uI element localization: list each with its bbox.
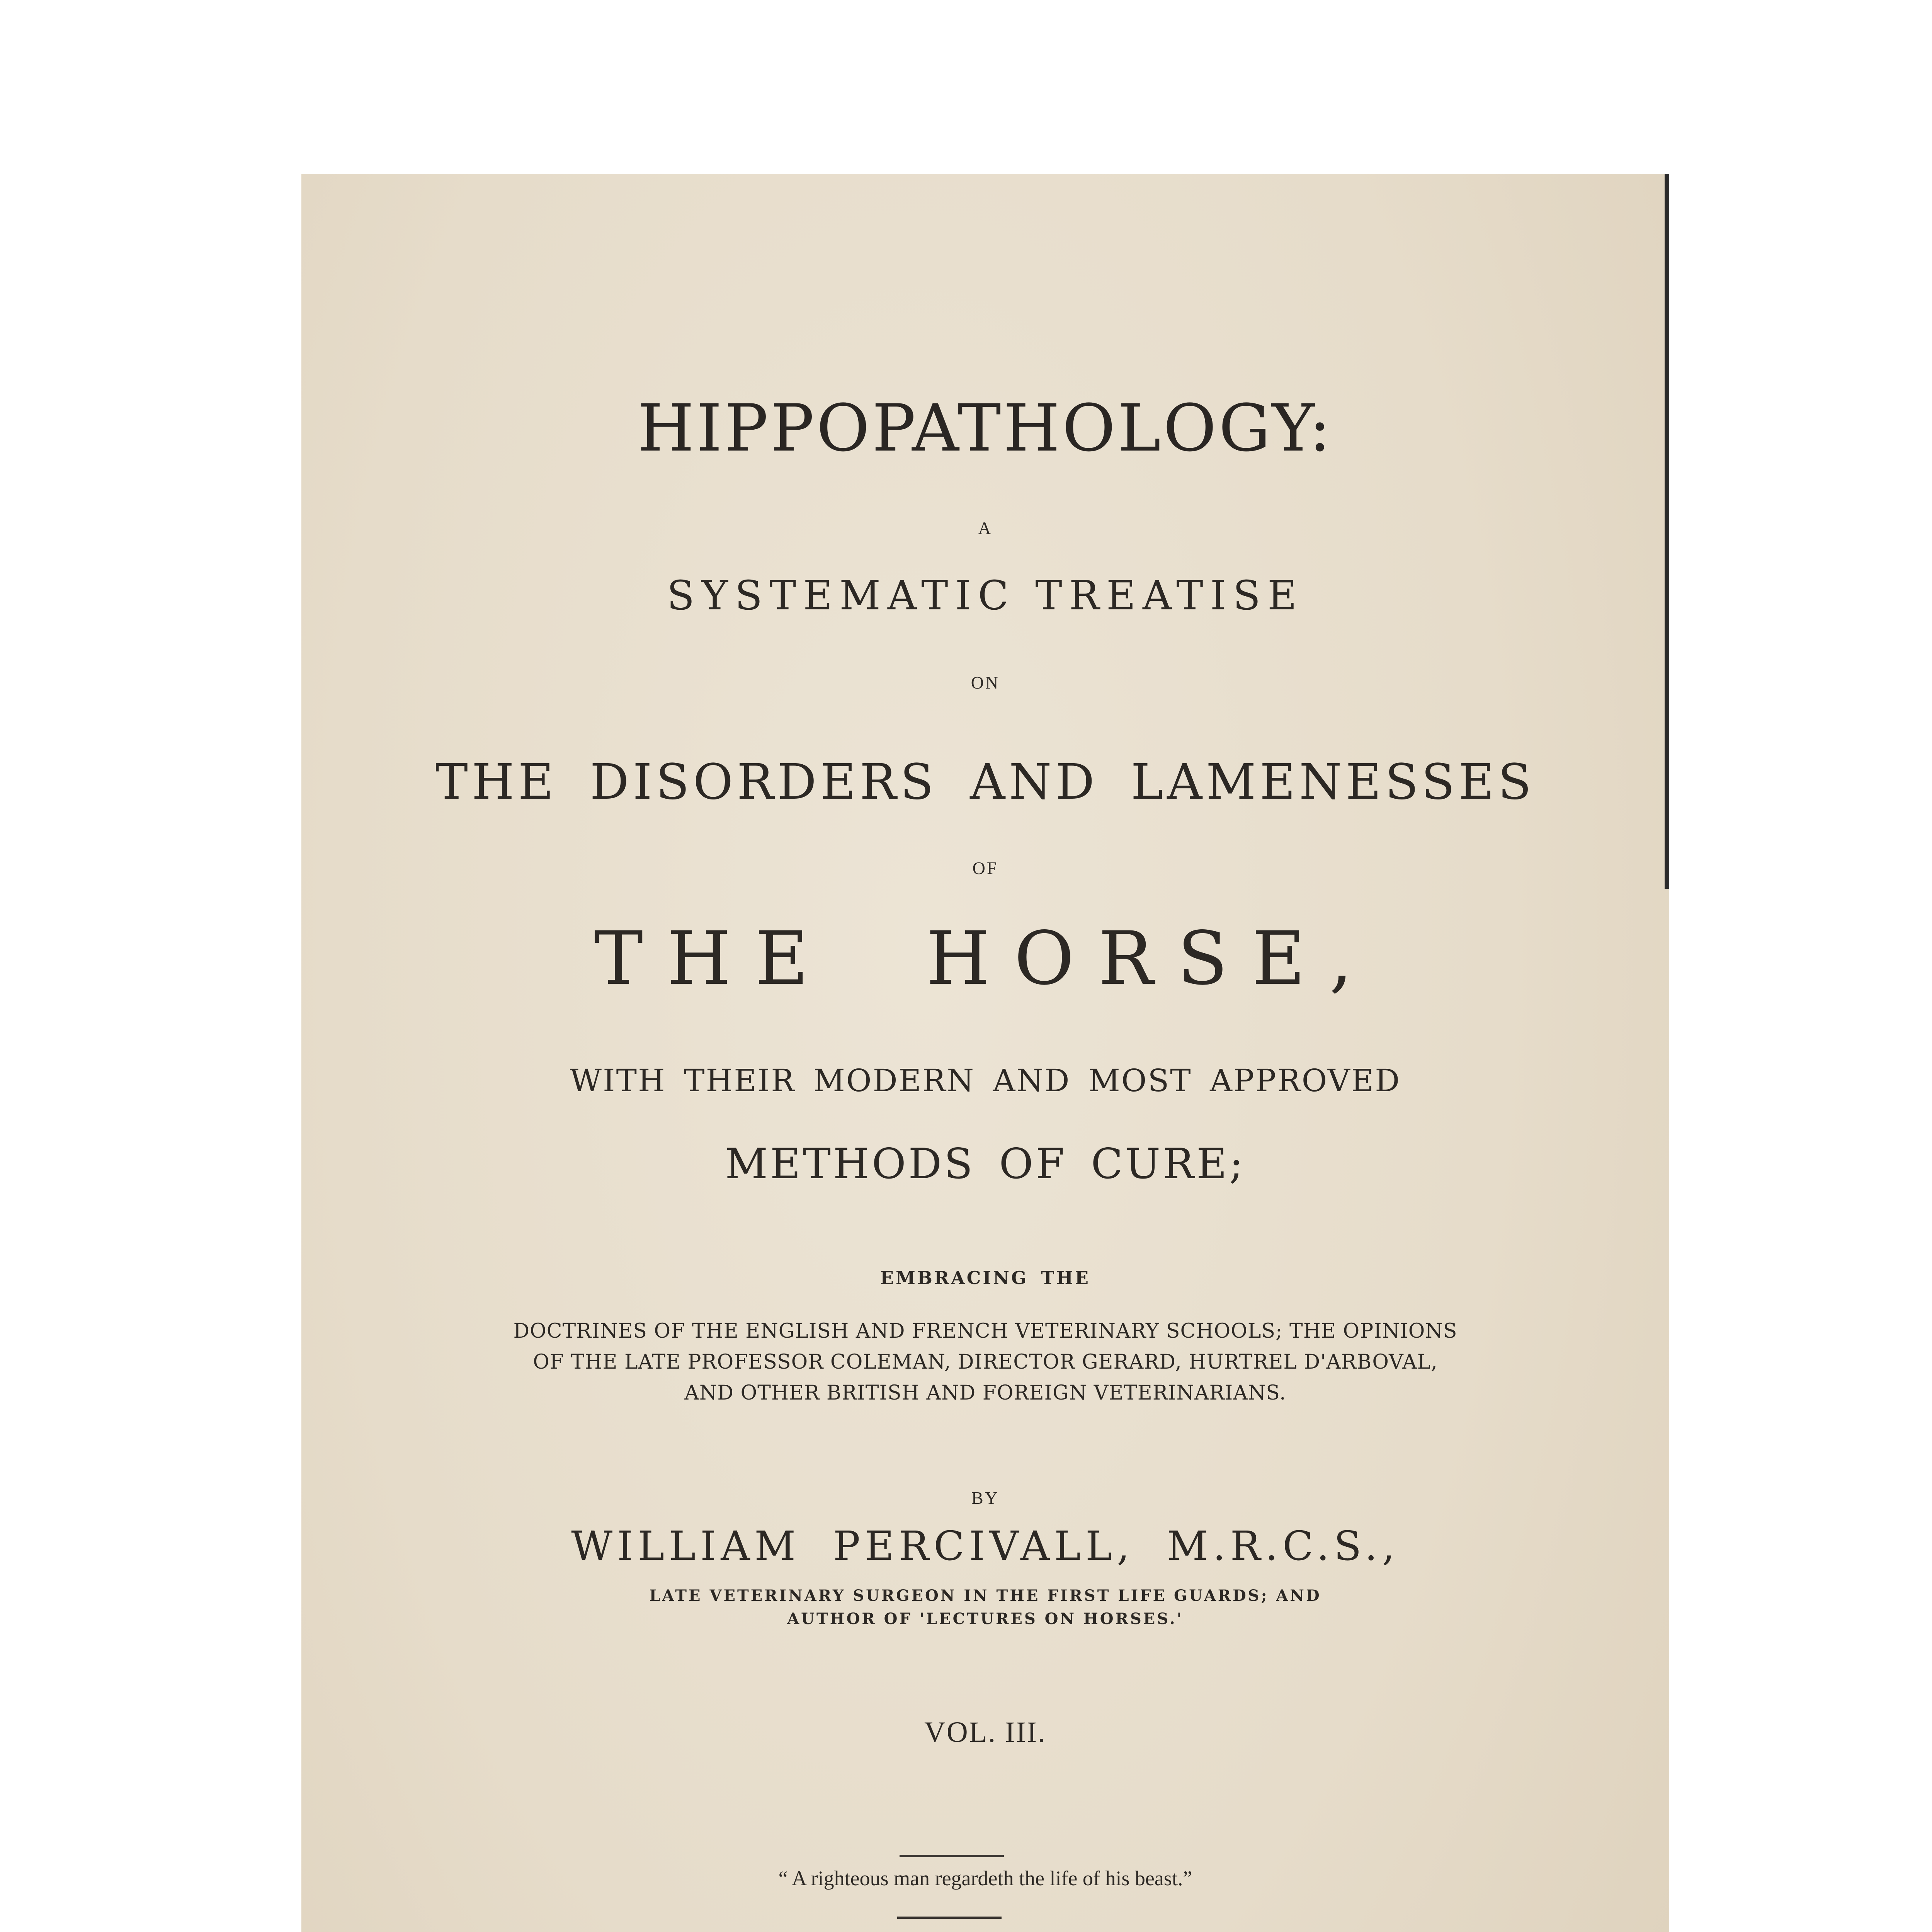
motto-rule-bottom	[897, 1917, 1002, 1919]
author-description	[301, 1584, 1669, 1631]
by-line: BY	[971, 1488, 999, 1508]
motto-quote: “ A righteous man regardeth the life of his beast.”	[778, 1867, 1192, 1890]
book-animal: THE HORSE,	[594, 916, 1377, 1001]
with-line: WITH THEIR MODERN AND MOST APPROVED	[570, 1063, 1401, 1099]
book-title: HIPPOPATHOLOGY:	[637, 390, 1333, 466]
motto-rule-top	[900, 1855, 1004, 1857]
embracing-line: EMBRACING THE	[880, 1267, 1090, 1288]
preposition-on: ON	[971, 673, 1000, 692]
doctrines-line: DOCTRINES OF THE ENGLISH AND FRENCH VETERINARY SCHOOLS; THE OPINIONS	[513, 1320, 1458, 1343]
doctrines-line: OF THE LATE PROFESSOR COLEMAN, DIRECTOR GERARD, HURTREL D'ARBOVAL,	[533, 1350, 1438, 1374]
methods-line: METHODS OF CURE;	[725, 1140, 1246, 1188]
scanned-title-page	[301, 174, 1669, 1932]
book-subject: THE DISORDERS AND LAMENESSES	[435, 753, 1536, 810]
article-a: A	[978, 518, 993, 538]
volume-number: VOL. III.	[924, 1716, 1047, 1748]
author-description-line: AUTHOR OF 'LECTURES ON HORSES.'	[787, 1610, 1184, 1628]
book-subtitle: SYSTEMATIC TREATISE	[667, 572, 1304, 619]
author-description-line: LATE VETERINARY SURGEON IN THE FIRST LIFE GUARDS; AND	[649, 1587, 1321, 1605]
doctrines-line: AND OTHER BRITISH AND FOREIGN VETERINARIANS.	[684, 1381, 1286, 1405]
doctrines-block	[301, 1316, 1669, 1408]
preposition-of: OF	[972, 858, 998, 878]
author-name: WILLIAM PERCIVALL, M.R.C.S.,	[571, 1522, 1400, 1570]
